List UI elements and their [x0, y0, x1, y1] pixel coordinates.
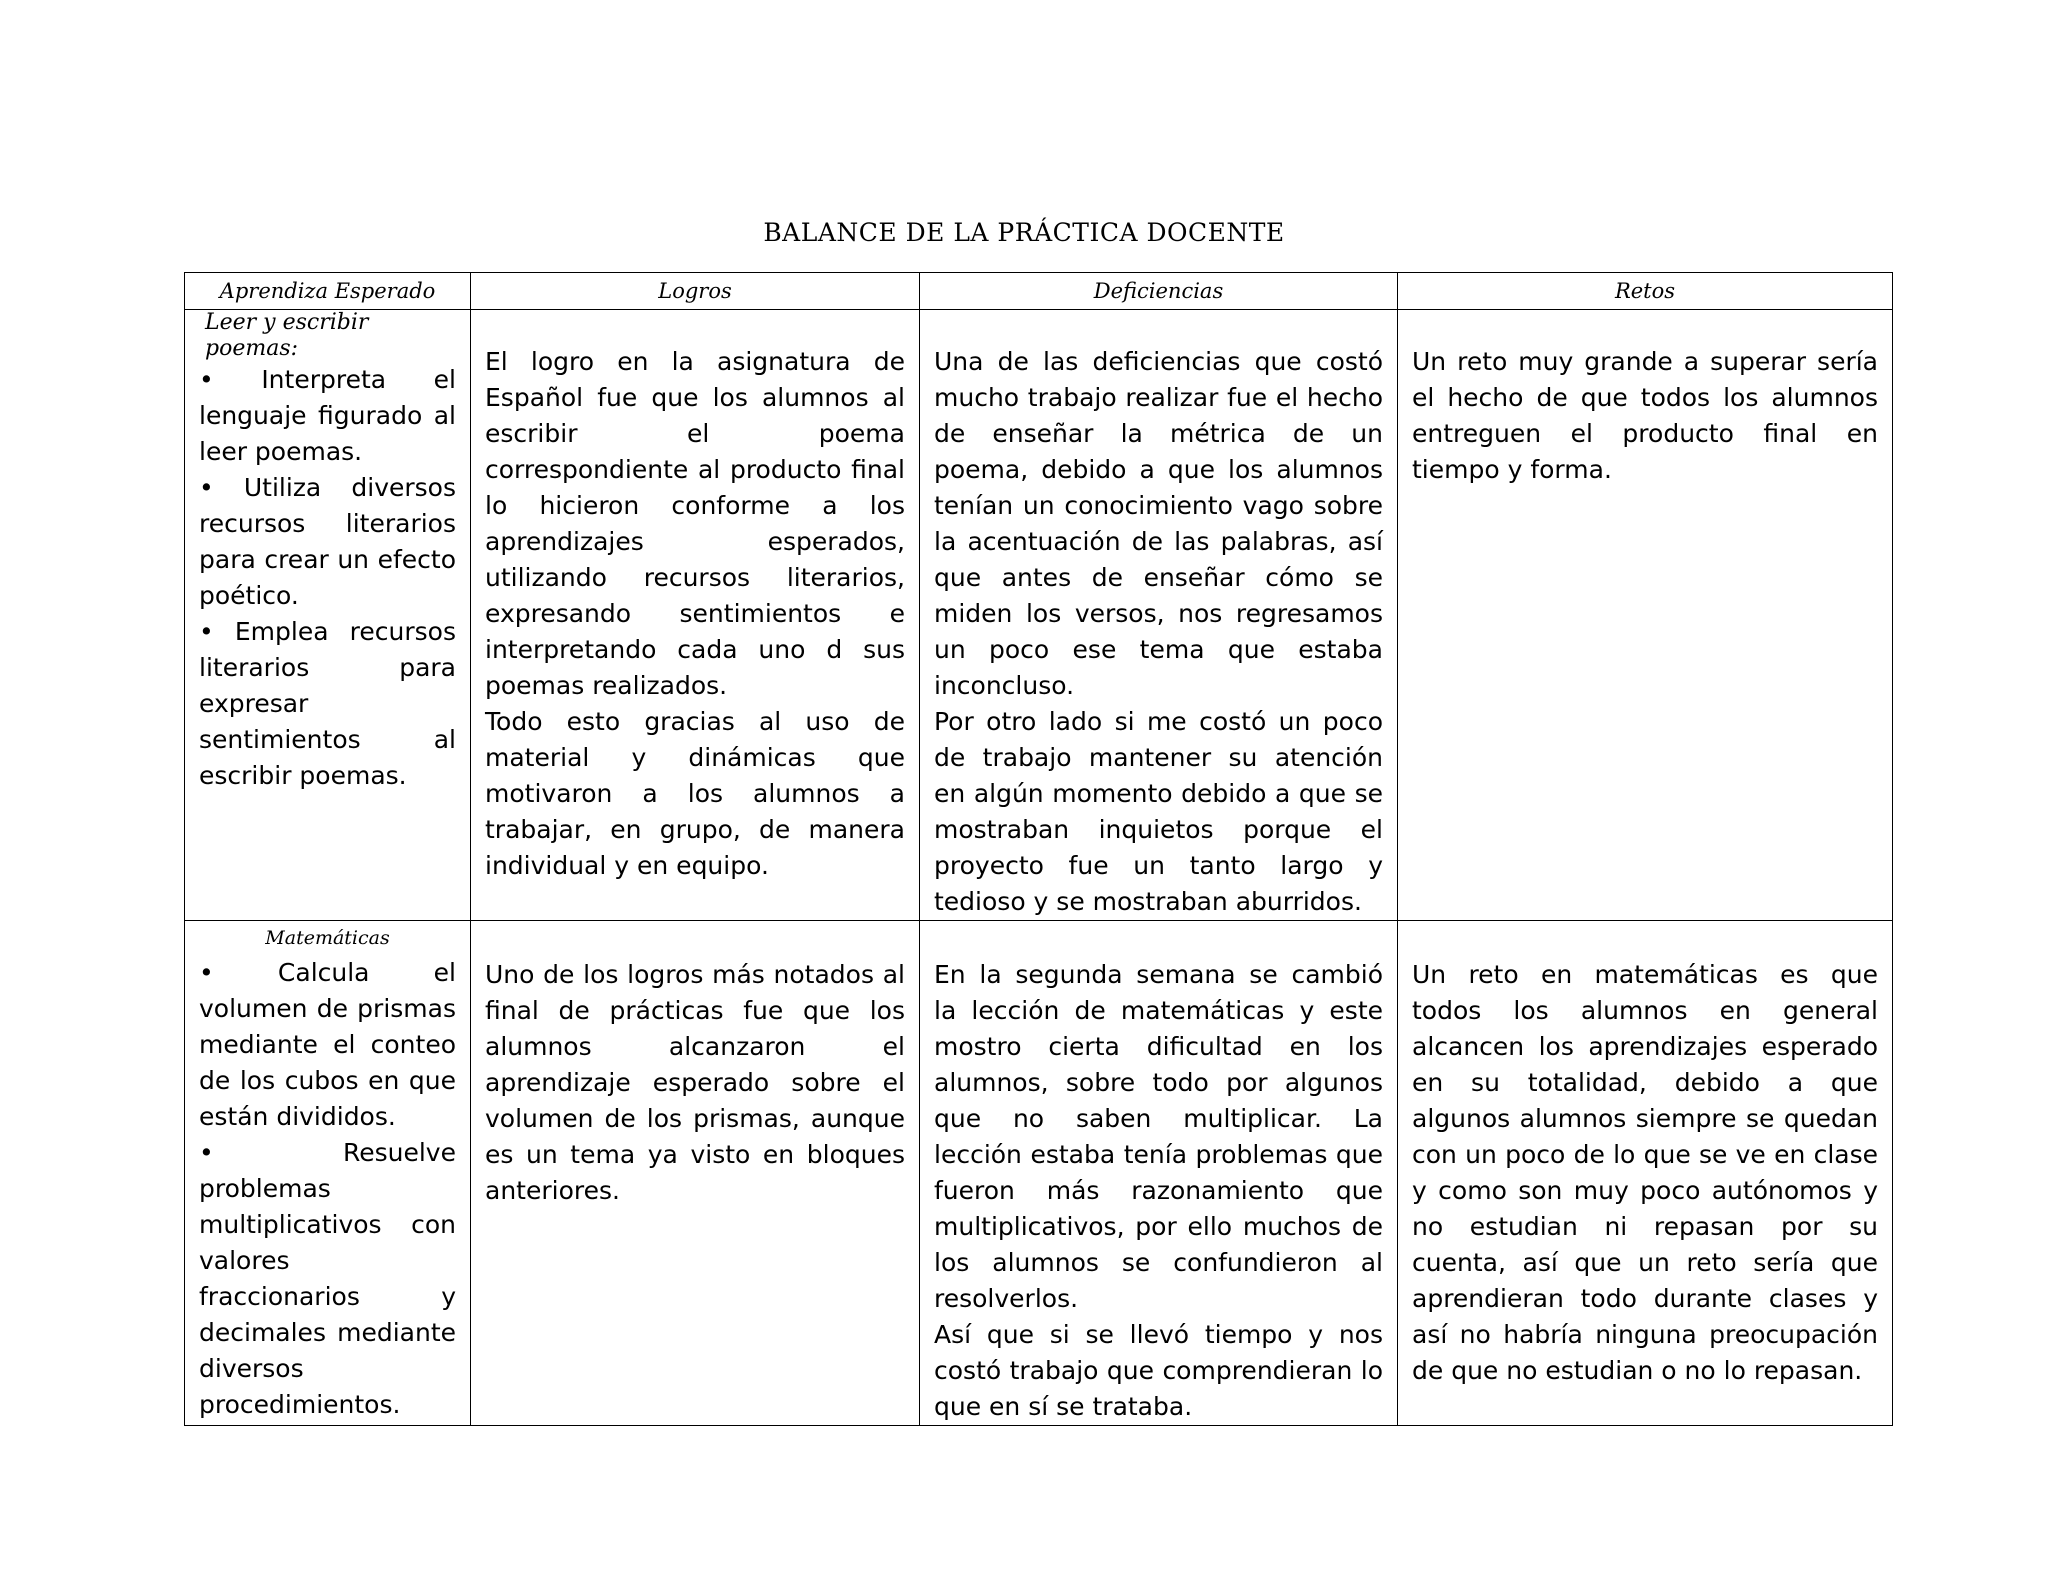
aprendizaje-item: • Utiliza diversos recursos literarios para crear un efecto poético.	[199, 470, 456, 614]
aprendizaje-item: • Emplea recursos literarios para expresar sentimientos al escribir poemas.	[199, 614, 456, 794]
deficiencias-text-espanol: Una de las deficiencias que costó mucho trabajo realizar fue el hecho de enseñar la métrica de un poema, debido a que los alumnos tenían un conocimiento vago sobre la acentuación de las palabras, así que antes de enseñar cómo se miden los versos, nos regresamos un poco ese tema que estaba inconcluso. Por otro lado si me costó un poco de trabajo mantener su atención en algún momento debido a que se mostraban inquietos porque el proyecto fue un tanto largo y tedioso y se mostraban aburridos.	[934, 347, 1383, 916]
header-logros: Logros	[471, 273, 920, 310]
table-header-row	[185, 273, 1893, 310]
balance-table	[184, 272, 1893, 1426]
aprendizaje-item: • Resuelve problemas multiplicativos con valores fraccionarios y decimales mediante diversos procedimientos.	[199, 1135, 456, 1423]
subject-label-espanol: Leer y escribir poemas:	[205, 310, 369, 361]
retos-text-matematicas: Un reto en matemáticas es que todos los alumnos en general alcancen los aprendizajes esperado en su totalidad, debido a que algunos alumnos siempre se quedan con un poco de lo que se ve en clase y como son muy poco autónomos y no estudian ni repasan por su cuenta, así que un reto sería que aprendieran todo durante clases y así no habría ninguna preocupación de que no estudian o no lo repasan.	[1412, 960, 1878, 1385]
logros-text-espanol: El logro en la asignatura de Español fue que los alumnos al escribir el poema correspondiente al producto final lo hicieron conforme a los aprendizajes esperados, utilizando recursos literarios, expresando sentimientos e interpretando cada uno d sus poemas realizados. Todo esto gracias al uso de material y dinámicas que motivaron a los alumnos a trabajar, en grupo, de manera individual y en equipo.	[485, 347, 905, 880]
cell-aprendizaje-matematicas	[185, 921, 471, 1426]
cell-logros-espanol	[471, 310, 920, 921]
cell-deficiencias-espanol	[920, 310, 1398, 921]
retos-text-espanol: Un reto muy grande a superar sería el hecho de que todos los alumnos entreguen el producto final en tiempo y forma.	[1412, 347, 1878, 484]
cell-retos-matematicas	[1398, 921, 1893, 1426]
document-title: BALANCE DE LA PRÁCTICA DOCENTE	[763, 218, 1285, 247]
header-deficiencias: Deficiencias	[920, 273, 1398, 310]
logros-text-matematicas: Uno de los logros más notados al final de prácticas fue que los alumnos alcanzaron el aprendizaje esperado sobre el volumen de los prismas, aunque es un tema ya visto en bloques anteriores.	[485, 960, 905, 1205]
table-row-matematicas	[185, 921, 1893, 1426]
aprendizajes-list-matematicas	[199, 955, 456, 1423]
aprendizaje-item: • Calcula el volumen de prismas mediante el conteo de los cubos en que están divididos.	[199, 955, 456, 1135]
cell-aprendizaje-espanol	[185, 310, 471, 921]
header-aprendizaje-esperado: Aprendiza Esperado	[185, 273, 471, 310]
cell-deficiencias-matematicas	[920, 921, 1398, 1426]
aprendizajes-list-espanol	[199, 362, 456, 794]
aprendizaje-item: • Interpreta el lenguaje figurado al leer poemas.	[199, 362, 456, 470]
table-row-espanol	[185, 310, 1893, 921]
cell-retos-espanol	[1398, 310, 1893, 921]
header-retos: Retos	[1398, 273, 1893, 310]
subject-label-matematicas: Matemáticas	[265, 927, 390, 949]
deficiencias-text-matematicas: En la segunda semana se cambió la lección de matemáticas y este mostro cierta dificultad en los alumnos, sobre todo por algunos que no saben multiplicar. La lección estaba tenía problemas que fueron más razonamiento que multiplicativos, por ello muchos de los alumnos se confundieron al resolverlos. Así que si se llevó tiempo y nos costó trabajo que comprendieran lo que en sí se trataba.	[934, 960, 1383, 1421]
cell-logros-matematicas	[471, 921, 920, 1426]
